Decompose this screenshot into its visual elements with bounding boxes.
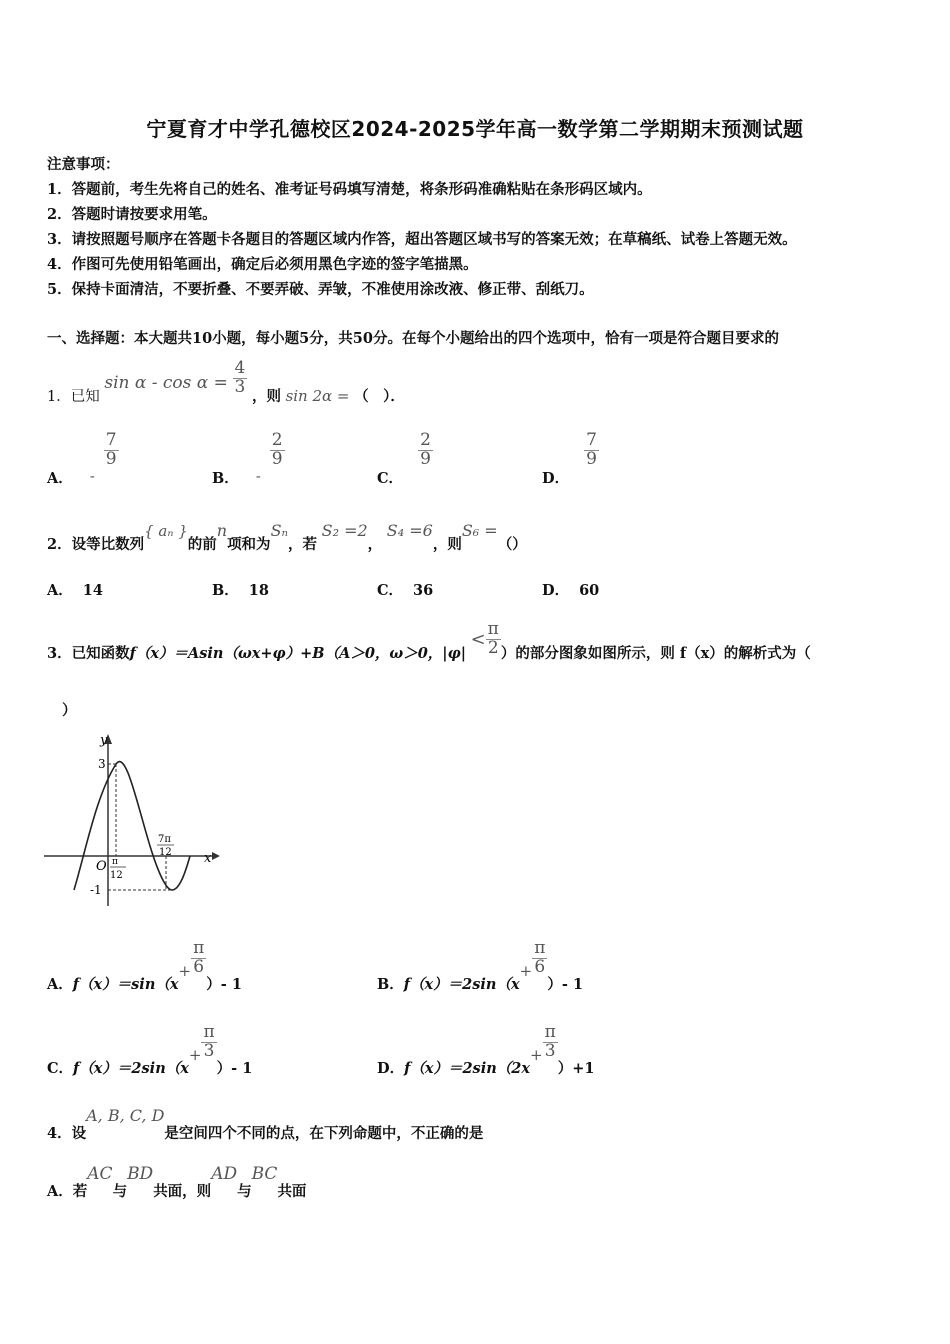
- question-2: 2．设等比数列{ aₙ }的前n项和为Sₙ，若 S₂ =2， S₄ =6，则S₆ =（）: [47, 521, 527, 553]
- page-title: 宁夏育才中学孔德校区2024-2025学年高一数学第二学期期末预测试题: [146, 117, 804, 141]
- q4-points: A, B, C, D: [86, 1106, 165, 1125]
- notice-item-5: 5．保持卡面清洁，不要折叠、不要弄破、弄皱，不准使用涂改液、修正带、刮纸刀。: [47, 281, 594, 298]
- q1-then: ，则: [251, 388, 281, 406]
- x2-num: 7π: [158, 834, 171, 845]
- q2-option-d[interactable]: D． 60: [542, 582, 600, 599]
- x-axis-arrow-icon: [212, 852, 220, 860]
- q1-option-a[interactable]: A． - $\frac{7}{9}$: [47, 430, 117, 488]
- q1-expression-2: sin 2α =: [285, 387, 350, 406]
- notice-item-2: 2．答题时请按要求用笔。: [47, 206, 217, 223]
- q4-tail: 是空间四个不同的点，在下列命题中，不正确的是: [164, 1125, 484, 1142]
- q3-option-a[interactable]: A．f（x）＝sin（x+ $\frac{\pi}{6}$ ）- 1: [47, 938, 242, 994]
- q3-option-b[interactable]: B．f（x）＝2sin（x+ $\frac{\pi}{6}$ ）- 1: [377, 938, 584, 994]
- q2-s2: S₂ =2: [321, 521, 368, 540]
- y-min-label: -1: [90, 883, 102, 897]
- q3-function: f（x）＝Asin（ωx+φ）+B（A＞0，ω＞0，|φ|: [129, 645, 466, 663]
- q2-option-c[interactable]: C． 36: [377, 582, 434, 599]
- q1-fraction: $\frac{4}{3}$: [234, 358, 246, 397]
- q2-s4: S₄ =6: [386, 521, 433, 540]
- notice-item-4: 4．作图可先使用铅笔画出，确定后必须用黑色字迹的签字笔描黑。: [47, 256, 478, 273]
- notice-item-1: 1．答题前，考生先将自己的姓名、准考证号码填写清楚，将条形码准确粘贴在条形码区域内。: [47, 181, 652, 198]
- q2-s6: S₆ =: [461, 521, 498, 540]
- q1-number: 1．已知: [47, 389, 100, 406]
- q1-option-c[interactable]: C． $\frac{2}{9}$: [377, 430, 431, 488]
- q1-option-d[interactable]: D． $\frac{7}{9}$: [542, 430, 597, 488]
- section-heading: 一、选择题：本大题共10小题，每小题5分，共50分。在每个小题给出的四个选项中，恰有一项是符合题目要求的: [47, 330, 779, 347]
- q4-number: 4．设: [47, 1125, 87, 1142]
- function-graph: [40, 730, 230, 910]
- q3-paren-close: ）: [62, 702, 77, 719]
- q2-option-a[interactable]: A． 14: [47, 582, 103, 599]
- q1-option-b[interactable]: B． - $\frac{2}{9}$: [212, 430, 283, 488]
- x1-num: π: [112, 857, 118, 867]
- q3-fraction: $\frac{\pi}{2}$: [487, 619, 499, 658]
- q3-tail: ）的部分图象如图所示，则 f（x）的解析式为（: [500, 645, 811, 663]
- q4-option-a[interactable]: A．若AC与BD共面，则AD与BC共面: [47, 1164, 307, 1200]
- question-4: [47, 1105, 484, 1142]
- q2-sequence: { aₙ }: [144, 522, 188, 540]
- origin-label: O: [96, 859, 107, 874]
- q3-number: 3．已知函数: [47, 645, 130, 663]
- notice-item-3: 3．请按照题号顺序在答题卡各题目的答题区域内作答，超出答题区域书写的答案无效；在草稿纸、试卷上答题无效。: [47, 231, 797, 248]
- x2-den: 12: [159, 847, 172, 858]
- notice-heading: 注意事项：: [47, 156, 120, 173]
- q3-option-d[interactable]: D．f（x）＝2sin（2x+ $\frac{\pi}{3}$ ）+1: [377, 1022, 595, 1078]
- y-max-label: 3: [98, 757, 106, 771]
- q2-option-b[interactable]: B． 18: [212, 582, 269, 599]
- question-3: 3．已知函数f（x）＝Asin（ωx+φ）+B（A＞0，ω＞0，|φ| < $\frac{\pi}{2}$ ）的部分图象如图所示，则 f（x）的解析式为（: [47, 619, 811, 663]
- q1-tail: （ ）．: [354, 388, 405, 406]
- y-label: y: [100, 733, 108, 748]
- q3-option-c[interactable]: C．f（x）＝2sin（x+ $\frac{\pi}{3}$ ）- 1: [47, 1022, 253, 1078]
- x1-den: 12: [110, 870, 123, 881]
- question-1: [47, 350, 405, 406]
- sine-curve: [74, 762, 190, 890]
- x-label: x: [204, 851, 212, 866]
- q1-expression: sin α - cos α =: [104, 373, 228, 394]
- q2-number: 2．设等比数列: [47, 536, 145, 553]
